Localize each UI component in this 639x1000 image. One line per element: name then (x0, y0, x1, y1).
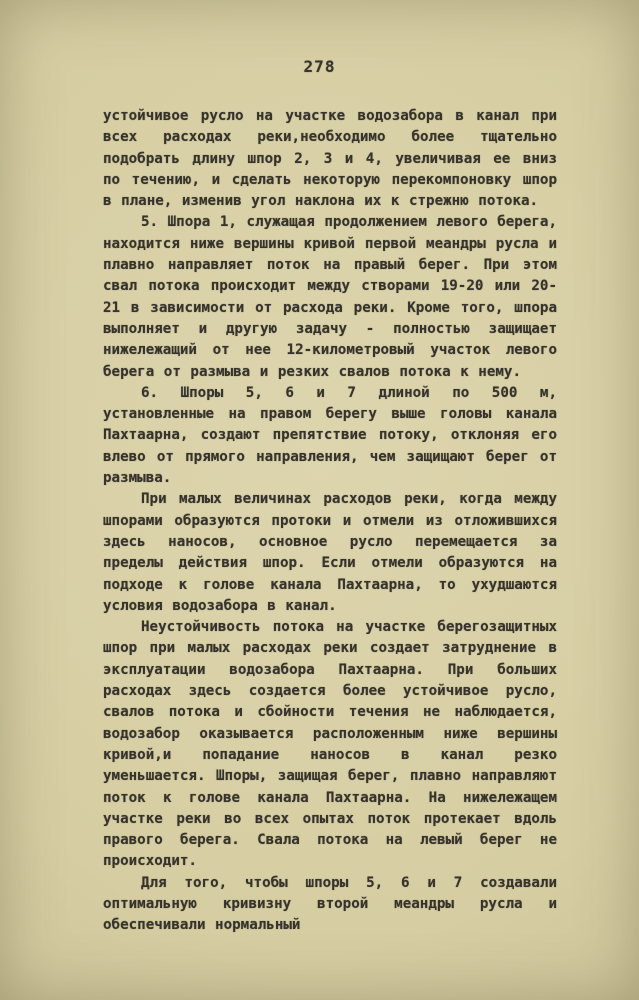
paragraph: Неустойчивость потока на участке берегозащитных шпор при малых расходах реки создает затруднение в эксплуатации водозабора Пахтаарна. При больших расходах здесь создается более устойчивое русло, свалов потока и сбойности течения не наблюдается, водозабор оказывается расположенным ниже вершины кривой,и попадание наносов в канал резко уменьшается. Шпоры, защищая берег, плавно направляют поток к голове канала Пахтаарна. На нижележащем участке реки во всех опытах поток протекает вдоль правого берега. Свала потока на левый берег не происходит. (103, 619, 557, 870)
page-number: 278 (303, 57, 336, 76)
paragraph: При малых величинах расходов реки, когда между шпорами образуются протоки и отмели из отложившихся здесь наносов, основное русло перемещается за пределы действия шпор. Если отмели образуются на подходе к голове канала Пахтаарна, то ухудшаются условия водозабора в канал. (103, 491, 557, 614)
paragraph: 5. Шпора 1, служащая продолжением левого берега, находится ниже вершины кривой первой меандры русла и плавно направляет поток на правый берег. При этом свал потока происходит между створами 19-20 или 20-21 в зависимости от расхода реки. Кроме того, шпора выполняет и другую задачу - полностью защищает нижележащий от нее 12-километровый участок левого берега от размыва и резких свалов потока к нему. (103, 214, 557, 380)
paragraph: устойчивое русло на участке водозабора в канал при всех расходах реки,необходимо более тщательно подобрать длину шпор 2, 3 и 4, увеличивая ее вниз по течению, и сделать некоторую перекомпоновку шпор в плане, изменив угол наклона их к стрежню потока. (103, 108, 557, 210)
paragraph: Для того, чтобы шпоры 5, 6 и 7 создавали оптимальную кривизну второй меандры русла и обеспечивали нормальный (103, 874, 557, 934)
text-block (103, 106, 557, 937)
paragraph: 6. Шпоры 5, 6 и 7 длиной по 500 м, установленные на правом берегу выше головы канала Пахтаарна, создают препятствие потоку, отклоняя его влево от прямого направления, чем защищают берег от размыва. (103, 384, 557, 487)
